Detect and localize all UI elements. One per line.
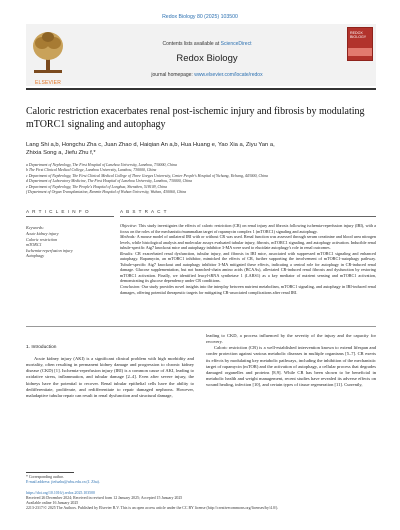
article-footer [26,475,376,512]
license-line[interactable]: 2213-2317/© 2025 The Authors. Published by Elsevier B.V. This is an open access article under the CC BY license (http://creativecommons.org/licenses/by/4.0/). [26,506,279,511]
abstract-rule [120,216,376,217]
abstract-label: Objective: [120,223,138,228]
abstract-bottom-rule [26,326,376,327]
introduction-heading: 1. Introduction [26,345,57,350]
header-divider [26,88,376,90]
keywords-list [26,231,116,259]
elsevier-tree-logo-icon [28,26,68,82]
author-list [26,141,376,157]
affiliation-c: c Department of Nephrology, The First Clinical Medical College of Three Gorges University, Center People's Hospital of Yichang, Yichang, 443000, China [26,173,268,178]
abstract-text: This study investigates the effects of caloric restriction (CR) on renal injury and fibrosis following ischemia-reperfusion injury (IRI), with a focus on the roles of the mechanistic/mammalian target of rapamycin complex 1 (mTORC1) signaling and autophagy. [120,223,376,234]
intro-paragraph-continued: leading to CKD, a process influenced by the severity of the injury and the capacity for recovery. [206,333,376,345]
publisher-logo-text: ELSEVIER [34,80,62,86]
article-info-rule [26,216,114,217]
affiliation-a: a Department of Nephrology, The First Hospital of Lanzhou University, Lanzhou, 730000, China [26,163,177,167]
authors-line-2[interactable]: Zhixia Song a, Jiefu Zhu f,* [26,150,96,156]
abstract-heading: A B S T R A C T [120,209,168,214]
contents-prefix: Contents lists available at [162,41,221,47]
author-email[interactable]: E-mail address: jiefuzhu@whu.edu.cn (J. Zhu). [26,480,100,485]
abstract-label: Conclusion: [120,284,141,290]
affiliation-b: b The First Clinical Medical College, Lanzhou University, Lanzhou, 730000, China [26,168,157,173]
affiliation-e: e Department of Nephrology, The People's Hospital of Longhua, Shenzhen, 518109, China [26,184,168,189]
abstract-body [120,223,376,295]
keyword-item: Autophagy [26,253,45,259]
affiliation-d: d Department of Laboratory Medicine, The First Hospital of Lanzhou University, Lanzhou, 730000, China [26,179,193,184]
contents-line [72,41,342,47]
left-column [26,356,194,399]
article-info-heading: A R T I C L E I N F O [26,209,90,214]
doi-link[interactable]: https://doi.org/10.1016/j.redox.2025.103500 [26,490,95,495]
intro-paragraph-1: Acute kidney injury (AKI) is a significant clinical problem with high morbidity and mortality, often resulting in permanent kidney damage and progression to chronic kidney disease (CKD) [1]. Ischemia-reperfusion injury (IRI) is a common cause of AKI, leading to oxidative stress, inflammation, and tubular damage [2–4]. Even after severe injury, the kidneys have the potential to recover. Renal tubular epithelial cells have the ability to dedifferentiate, proliferate, and redifferentiate to repair damaged nephrons. However, maladaptive tubular repair can result in renal dysfunction and structural damage, [26,356,194,398]
homepage-prefix: journal homepage: [151,72,195,78]
keyword-item: Ischemia-reperfusion injury [26,247,73,253]
homepage-line [72,72,342,78]
abstract-results [120,251,376,284]
abstract-text: CR exacerbated renal dysfunction, tubular injury, and fibrosis in IRI mice, associated with suppressed mTORC1 signaling and enhanced autophagy. Rapamycin, an mTORC1 inhibitor, mimicked the effects of CR, further supporting the involvement of mTORC1-autophagy pathway. Tubule-specific Atg7 knockout and autophagy inhibitor 3-MA mitigated these effects, indicating a central role for autophagy in CR-induced renal damage. Glucose supplementation, but not branched-chain amino acids (BCAAs), alleviated CR-induced renal fibrosis and dysfunction by restoring mTORC1 activation. Finally, we identified leucyl-tRNA synthetase 1 (LARS1) as a key mediator of nutrient sensing and mTORC1 activation, demonstrating its glucose dependency under CR conditions. [120,250,376,284]
abstract-text: A mouse model of unilateral IRI with or without CR was used. Renal function was assessed through serum creatinine and blood urea nitrogen levels, while histological analysis and molecular assays evaluated tubular injury, fibrosis, mTORC1 signaling, and autophagy activation. Inducible renal tubule-specific Atg7 knockout mice and autophagy inhibitor 3-MA were used to elucidate autophagy's role in renal outcomes. [120,234,376,251]
abstract-objective [120,223,376,234]
affiliations [26,163,376,195]
right-column [206,333,376,388]
abstract-label: Results: [120,250,134,256]
journal-title: Redox Biology [176,53,238,64]
keyword-item: Caloric restriction [26,236,58,242]
corresponding-author-note: * Corresponding author. [26,475,64,479]
abstract-text: Our study provides novel insights into the interplay between nutrient metabolism, mTORC1 signaling, and autophagy in IRI-induced renal damages, offering potential therapeutic targets for mitigating CR-associated complications after renal IRI. [120,284,377,295]
authors-line-1[interactable]: Lang Shi a,b, Hongchu Zha c, Juan Zhao d, Haiqian An a,b, Hua Huang e, Yao Xia a, Ziyu Yan a, [26,142,275,148]
article-title: Caloric restriction exacerbates renal post-ischemic injury and fibrosis by modulating mTORC1 signaling and autophagy [26,106,365,130]
journal-reference[interactable]: Redox Biology 80 (2025) 103500 [162,14,238,20]
abstract-methods [120,234,376,251]
keyword-item: mTORC1 [26,242,42,248]
abstract-label: Methods: [120,234,136,240]
affiliation-f: f Department of Organ Transplantation, Renmin Hospital of Wuhan University, Wuhan, 430060, China [26,190,187,195]
received-dates: Received 26 December 2024; Received in revised form 12 January 2025; Accepted 15 January 2025 [26,495,183,500]
available-online: Available online 16 January 2025 [26,501,79,506]
keywords-label: Keywords: [26,225,44,230]
cover-band [348,48,372,56]
sciencedirect-link[interactable]: ScienceDirect [220,41,252,47]
abstract-conclusion [120,284,376,295]
journal-cover-thumbnail [347,27,373,61]
journal-homepage-link[interactable]: www.elsevier.com/locate/redox [194,72,263,78]
cover-title: REDOX BIOLOGY [350,31,367,39]
footnote-rule [26,472,74,473]
keyword-item: Acute kidney injury [26,231,59,236]
intro-paragraph-2: Caloric restriction (CR) is a well-established intervention known to extend lifespan and confer protection against various metabolic diseases in multiple organisms [5–7]. CR exerts its effects by modulating key metabolic pathways, including the inhibition of the mechanistic target of rapamycin (mTOR) and the activation of autophagy, a cellular process that degrades damaged organelles and proteins [8,9]. While CR has been shown to be beneficial in metabolic health and weight management, recent studies have revealed its adverse effects on wound healing, infection [10], and certain types of tissue regeneration [11]. Currently, [206,345,376,388]
